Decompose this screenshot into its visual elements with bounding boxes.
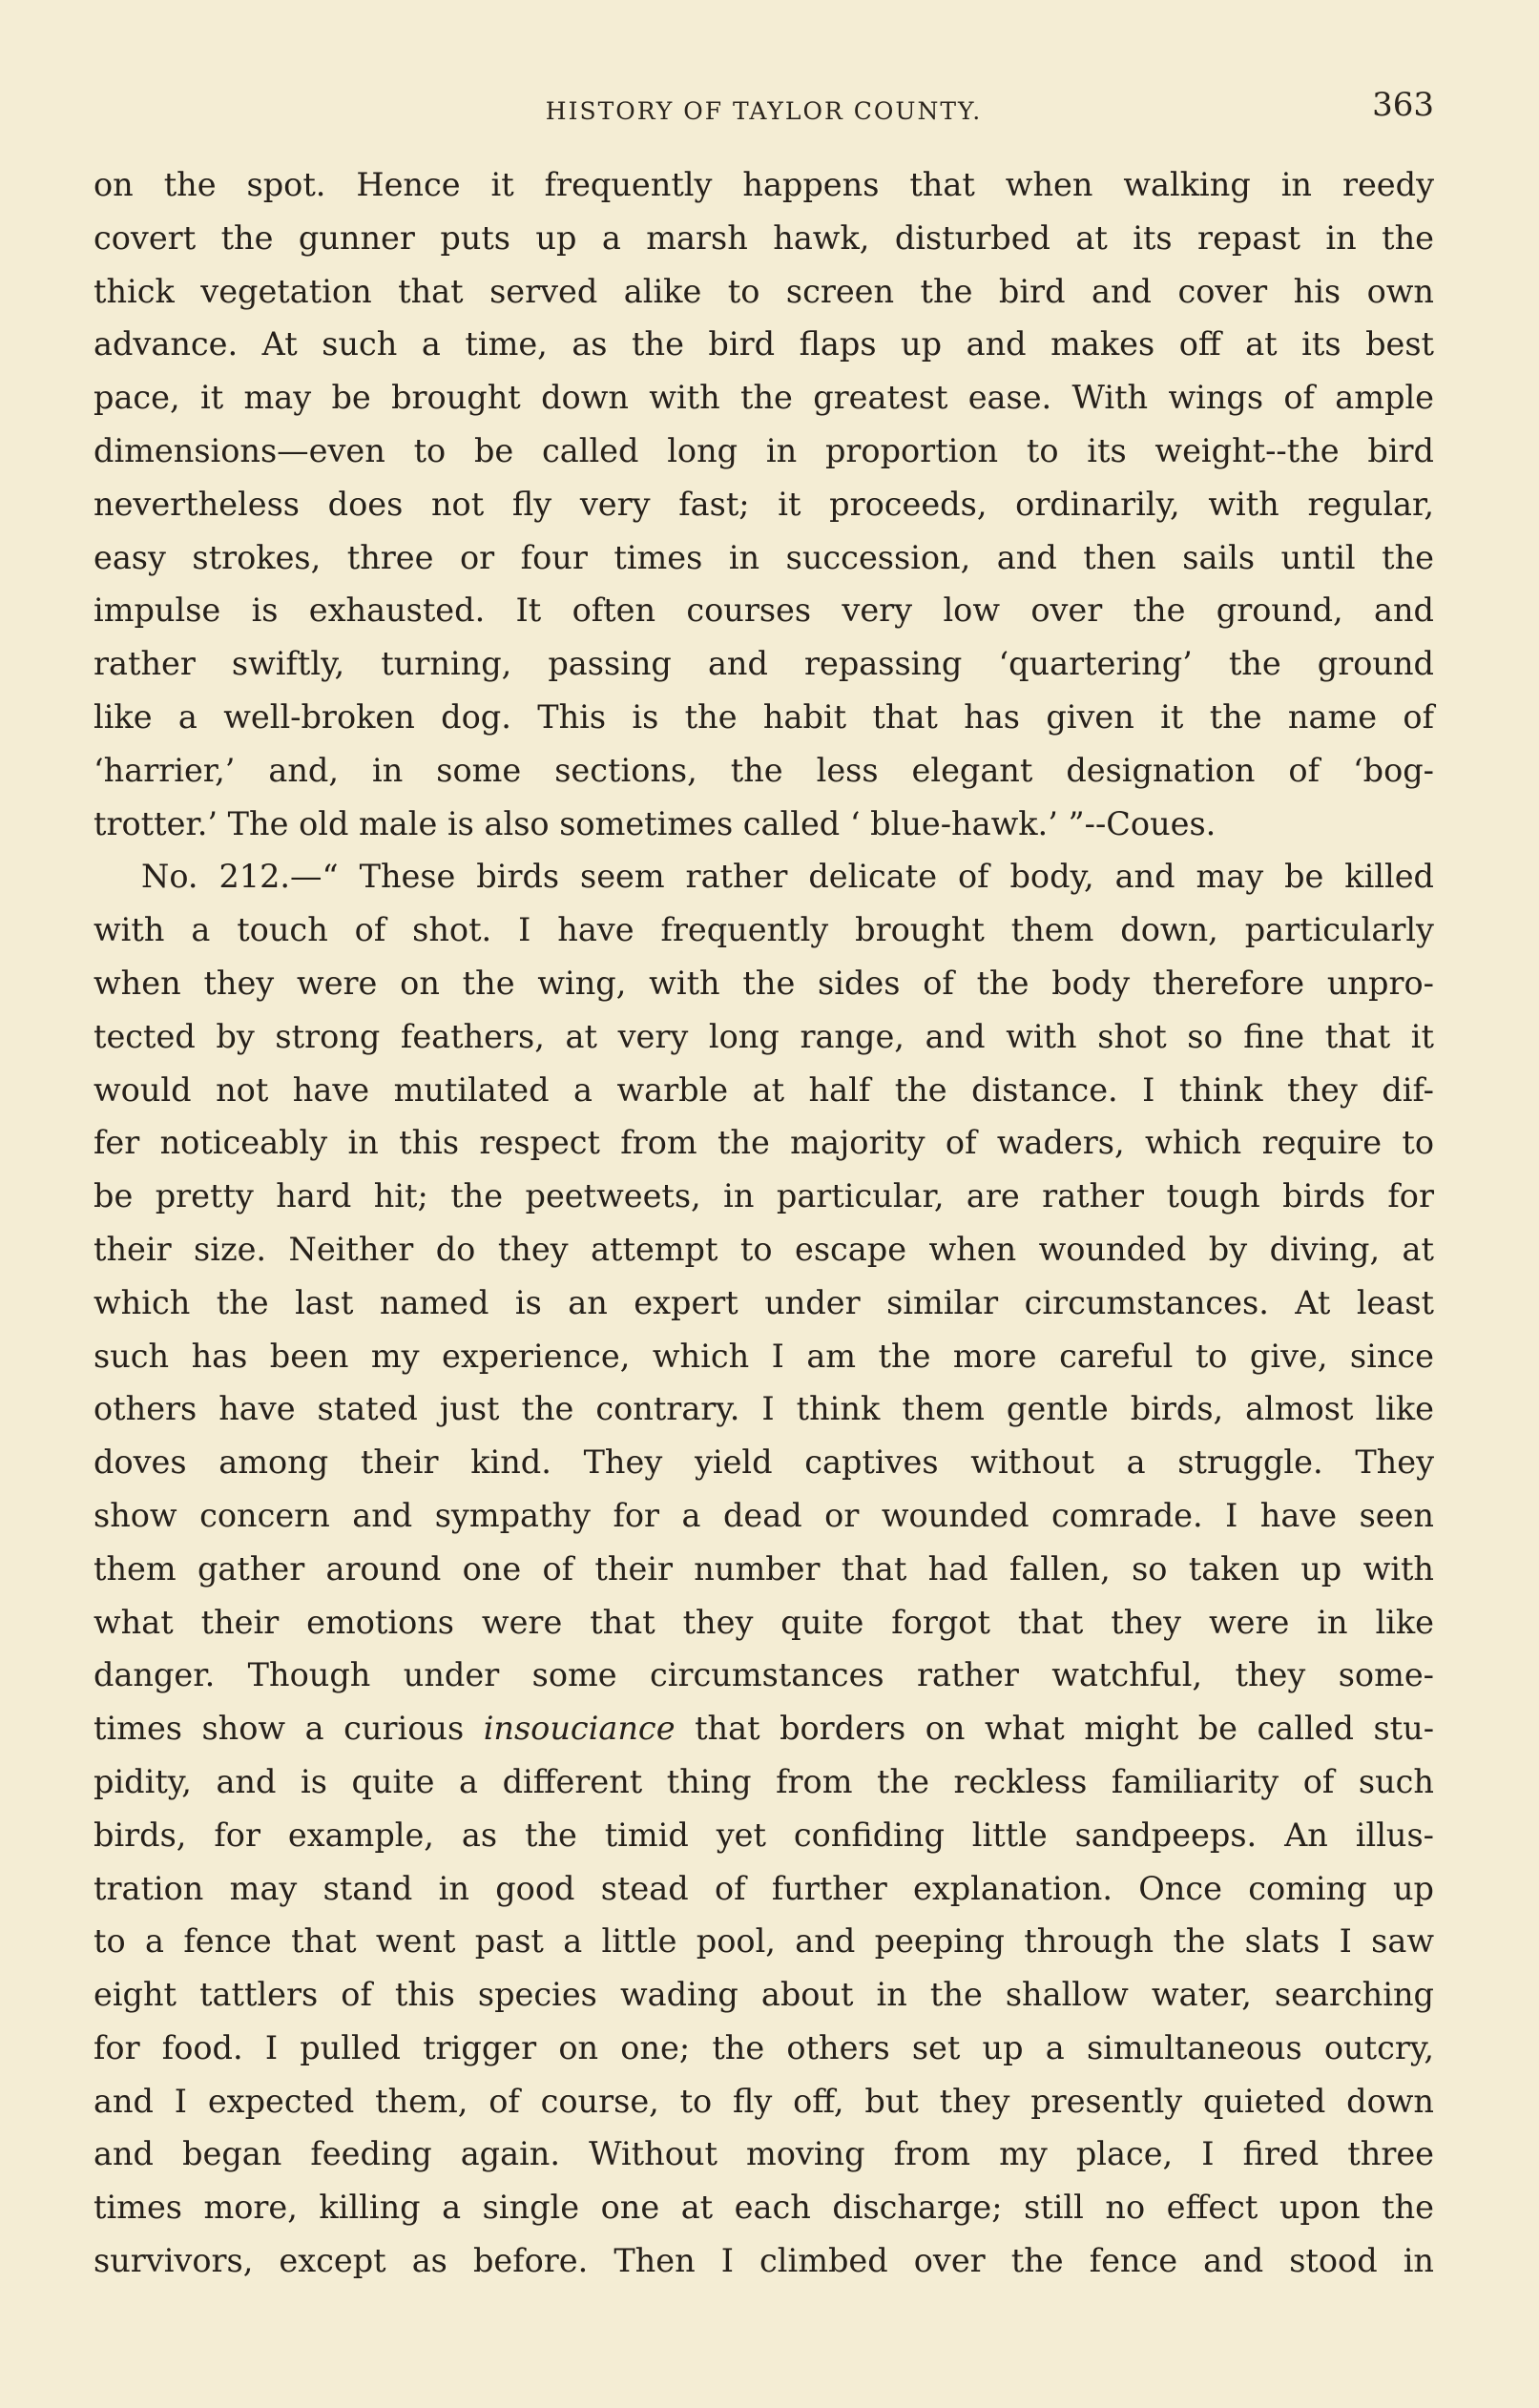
text-line: to a fence that went past a little pool, and peeping through the slats I saw <box>94 1922 1434 1961</box>
text-line: eight tattlers of this species wading about in the shallow water, searching <box>94 1976 1434 2014</box>
running-title: HISTORY OF TAYLOR COUNTY. <box>545 97 983 125</box>
text-line: for food. I pulled trigger on one; the others set up a simultaneous outcry, <box>94 2028 1434 2066</box>
text-line: rather swiftly, turning, passing and repassing ‘quartering’ the ground <box>94 645 1434 683</box>
text-line: and I expected them, of course, to fly off, but they presently quieted down <box>94 2082 1434 2120</box>
text-line: would not have mutilated a warble at half the distance. I think they dif- <box>94 1070 1434 1109</box>
text-line: pidity, and is quite a different thing from the reckless familiarity of such <box>94 1762 1434 1800</box>
page-header <box>94 86 1434 132</box>
page-number: 363 <box>1372 86 1434 124</box>
text-line: times more, killing a single one at each discharge; still no effect upon the <box>94 2189 1434 2227</box>
text-line: advance. At such a time, as the bird flaps up and makes off at its best <box>94 325 1434 363</box>
text-line: such has been my experience, which I am the more careful to give, since <box>94 1337 1434 1375</box>
text-line: No. 212.—“ These birds seem rather delicate of body, and may be killed <box>141 858 1434 896</box>
text-run: that borders on what might be called stu- <box>675 1710 1435 1748</box>
text-line: them gather around one of their number that had fallen, so taken up with <box>94 1549 1434 1588</box>
text-line: tration may stand in good stead of further explanation. Once coming up <box>94 1869 1434 1907</box>
text-line: ‘harrier,’ and, in some sections, the less elegant designation of ‘bog- <box>94 751 1434 789</box>
text-line: survivors, except as before. Then I climbed over the fence and stood in <box>94 2242 1434 2280</box>
text-line: fer noticeably in this respect from the majority of waders, which require to <box>94 1124 1434 1162</box>
text-line: pace, it may be brought down with the greatest ease. With wings of ample <box>94 379 1434 417</box>
text-line: when they were on the wing, with the sides of the body therefore unpro- <box>94 964 1434 1002</box>
text-line: covert the gunner puts up a marsh hawk, disturbed at its repast in the <box>94 218 1434 257</box>
text-line: what their emotions were that they quite forgot that they were in like <box>94 1603 1434 1641</box>
text-line: with a touch of shot. I have frequently brought them down, particularly <box>94 911 1434 949</box>
text-line <box>94 1702 1434 1755</box>
text-line: their size. Neither do they attempt to escape when wounded by diving, at <box>94 1230 1434 1268</box>
text-line: be pretty hard hit; the peetweets, in particular, are rather tough birds for <box>94 1177 1434 1215</box>
text-line: on the spot. Hence it frequently happens that when walking in reedy <box>94 166 1434 203</box>
text-line: nevertheless does not fly very fast; it proceeds, ordinarily, with regular, <box>94 485 1434 523</box>
text-line: thick vegetation that served alike to screen the bird and cover his own <box>94 272 1434 310</box>
text-line: which the last named is an expert under similar circumstances. At least <box>94 1283 1434 1321</box>
text-line: birds, for example, as the timid yet confiding little sandpeeps. An illus- <box>94 1816 1434 1854</box>
text-run: times show a curious <box>94 1710 484 1748</box>
text-line: trotter.’ The old male is also sometimes called ‘ blue-hawk.’ ”--Coues. <box>94 804 1217 842</box>
text-line: danger. Though under some circumstances rather watchful, they some- <box>94 1656 1434 1694</box>
text-line: tected by strong feathers, at very long range, and with shot so fine that it <box>94 1017 1434 1055</box>
body-text <box>94 158 1434 2288</box>
italic-word: insouciance <box>483 1710 676 1748</box>
text-line: and began feeding again. Without moving from my place, I fired three <box>94 2135 1434 2173</box>
text-line: show concern and sympathy for a dead or wounded comrade. I have seen <box>94 1496 1434 1534</box>
text-line: easy strokes, three or four times in succession, and then sails until the <box>94 538 1434 576</box>
text-line: dimensions—even to be called long in proportion to its weight--the bird <box>94 431 1434 469</box>
text-line: like a well-broken dog. This is the habit that has given it the name of <box>94 697 1434 736</box>
text-line: impulse is exhausted. It often courses very low over the ground, and <box>94 592 1434 630</box>
text-line: others have stated just the contrary. I think them gentle birds, almost like <box>94 1390 1434 1428</box>
text-line: doves among their kind. They yield captives without a struggle. They <box>94 1443 1434 1482</box>
